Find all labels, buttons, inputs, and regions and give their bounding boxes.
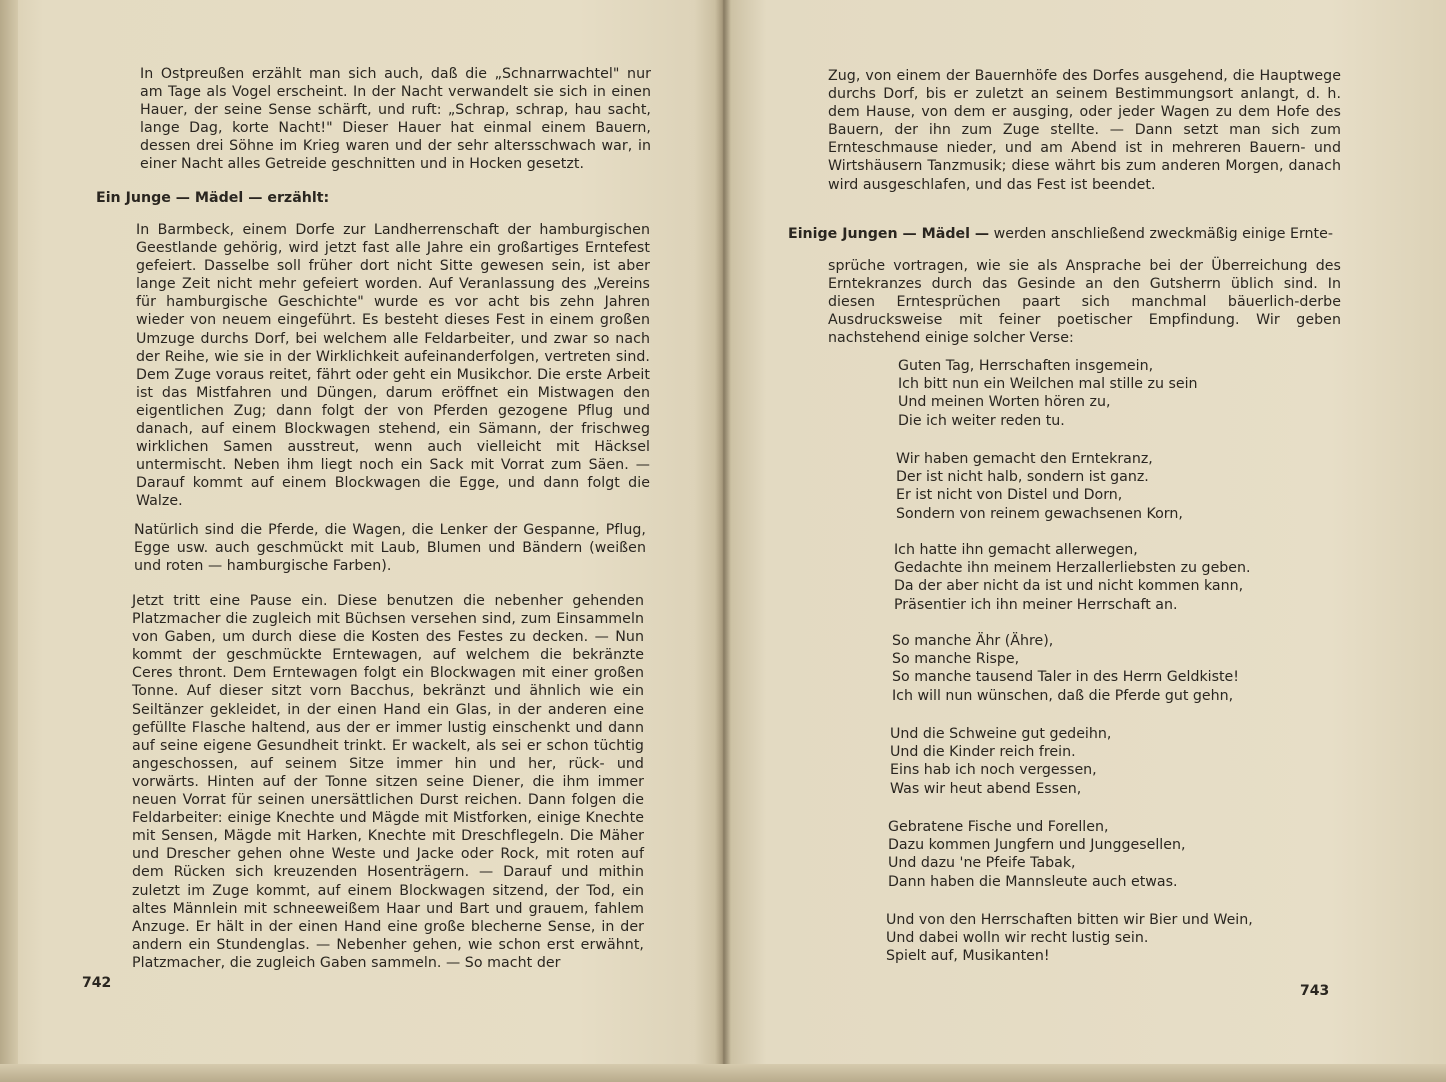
page-number-left: 742 (82, 975, 112, 991)
paragraph-barmbeck: In Barmbeck, einem Dorfe zur Landherrenschaft der hamburgischen Geestlande gehörig, wird jetzt fast alle Jahre ein großartiges Erntefest gefeiert. Dasselbe soll früher dort nicht Sitte gewesen sein, ist aber lange Zeit nicht mehr gefeiert worden. Auf Veranlassung des „Vereins für hamburgische Geschichte" wurde es vor acht bis zehn Jahren wieder von neuem eingeführt. Es besteht dieses Fest in einem großen Umzuge durchs Dorf, bei welchem alle Feldarbeiter, und zwar so nach der Reihe, wie sie in der Wirklichkeit aufeinanderfolgen, vertreten sind. Dem Zuge voraus reitet, fährt oder geht ein Musikchor. Die erste Arbeit ist das Mistfahren und Düngen, darum eröffnet ein Mistwagen den eigentlichen Zug; dann folgt der von Pferden gezogene Pflug und danach, auf einem Blockwagen stehend, ein Sämann, der frischweg wirklichen Samen ausstreut, wenn auch vielleicht mit Häcksel untermischt. Neben ihm liegt noch ein Sack mit Vorrat zum Säen. — Darauf kommt auf einem Blockwagen die Egge, und dann folgt die Walze. (136, 222, 650, 510)
paragraph-harvest-sayings: sprüche vortragen, wie sie als Ansprache bei der Überreichung des Erntekranzes durch das Gesinde an den Gutsherrn üblich sind. In diesen Erntesprüchen paart sich manchmal bäuerlich-derbe Ausdrucksweise mit feiner poetischer Empfindung. Wir geben nachstehend einige solcher Verse: (828, 258, 1341, 347)
verse-4: So manche Ähr (Ähre), So manche Rispe, So manche tausend Taler in des Herrn Geldkiste! Ich will nun wünschen, daß die Pferde gut gehn, (892, 633, 1239, 704)
heading-bold: Einige Jungen — Mädel — (788, 226, 990, 242)
verse-3: Ich hatte ihn gemacht allerwegen, Gedachte ihn meinem Herzallerliebsten zu geben. Da der aber nicht da ist und nicht kommen kann, Präsentier ich ihn meiner Herrschaft an. (894, 542, 1251, 613)
paragraph-procession: Jetzt tritt eine Pause ein. Diese benutzen die nebenher gehenden Platzmacher die zugleich mit Büchsen versehen sind, zum Einsammeln von Gaben, um durch diese die Kosten des Festes zu decken. — Nun kommt der geschmückte Erntewagen, auf welchem die bekränzte Ceres thront. Dem Erntewagen folgt ein Blockwagen mit einer großen Tonne. Auf dieser sitzt vorn Bacchus, bekränzt und ähnlich wie ein Seiltänzer gekleidet, in der einen Hand ein Glas, in der anderen eine gefüllte Flasche haltend, aus der er immer lustig einschenkt und dann auf seine eigene Gesundheit trinkt. Er wackelt, als sei er schon tüchtig angeschossen, auf seinem Sitze immer hin und her, rück- und vorwärts. Hinten auf der Tonne sitzen seine Diener, die ihm immer neuen Vorrat für seinen unersättlichen Durst reichen. Dann folgen die Feldarbeiter: einige Knechte und Mägde mit Mistforken, einige Knechte mit Sensen, Mägde mit Harken, Knechte mit Dreschflegeln. Die Mäher und Drescher gehen ohne Weste und Jacke oder Rock, mit roten auf dem Rücken sich kreuzenden Hosenträgern. — Darauf und mithin zuletzt im Zuge kommt, auf einem Blockwagen sitzend, der Tod, ein altes Männlein mit schneeweißem Haar und Bart und grauem, fahlem Anzuge. Er hält in der einen Hand eine große blecherne Sense, in der andern ein Stundenglas. — Nebenher gehen, wie schon erst erwähnt, Platzmacher, die zugleich Gaben sammeln. — So macht der (132, 593, 644, 971)
section-heading-right (788, 225, 1333, 243)
verse-6: Gebratene Fische und Forellen, Dazu kommen Jungfern und Junggesellen, Und dazu 'ne Pfeife Tabak, Dann haben die Mannsleute auch etwas. (888, 819, 1186, 890)
paragraph-decorations: Natürlich sind die Pferde, die Wagen, die Lenker der Gespanne, Pflug, Egge usw. auch geschmückt mit Laub, Blumen und Bändern (weißen und roten — hamburgische Farben). (134, 522, 646, 575)
page-edge (0, 0, 18, 1082)
left-page (0, 0, 722, 1082)
right-page (724, 0, 1446, 1082)
heading-rest: werden anschließend zweckmäßig einige Ernte- (989, 226, 1333, 242)
page-number-right: 743 (1300, 983, 1330, 999)
verse-2: Wir haben gemacht den Erntekranz, Der ist nicht halb, sondern ist ganz. Er ist nicht von Distel und Dorn, Sondern von reinem gewachsenen Korn, (896, 451, 1183, 522)
verse-7: Und von den Herrschaften bitten wir Bier und Wein, Und dabei wolln wir recht lustig sein. Spielt auf, Musikanten! (886, 912, 1253, 965)
intro-paragraph: In Ostpreußen erzählt man sich auch, daß die „Schnarrwachtel" nur am Tage als Vogel erscheint. In der Nacht verwandelt sie sich in einen Hauer, der seine Sense schärft, und ruft: „Schrap, schrap, hau sacht, lange Dag, korte Nacht!" Dieser Hauer hat einmal einem Bauern, dessen drei Söhne im Krieg waren und der sehr altersschwach war, in einer Nacht alles Getreide geschnitten und in Hocken gesetzt. (140, 66, 651, 173)
paragraph-procession-end: Zug, von einem der Bauernhöfe des Dorfes ausgehend, die Hauptwege durchs Dorf, bis er zuletzt an seinem Bestimmungsort anlangt, d. h. dem Hause, von dem er ausging, oder jeder Wagen zu dem Hofe des Bauern, der ihn zum Zuge stellte. — Dann setzt man sich zum Ernteschmause nieder, und am Abend ist in mehreren Bauern- und Wirtshäusern Tanzmusik; diese währt bis zum anderen Morgen, danach wird ausgeschlafen, und das Fest ist beendet. (828, 68, 1341, 193)
verse-1: Guten Tag, Herrschaften insgemein, Ich bitt nun ein Weilchen mal stille zu sein Und meinen Worten hören zu, Die ich weiter reden tu. (898, 358, 1198, 429)
section-heading: Ein Junge — Mädel — erzählt: (96, 190, 330, 206)
page-bottom-edge (0, 1064, 1446, 1082)
verse-5: Und die Schweine gut gedeihn, Und die Kinder reich frein. Eins hab ich noch vergessen, Was wir heut abend Essen, (890, 726, 1112, 797)
